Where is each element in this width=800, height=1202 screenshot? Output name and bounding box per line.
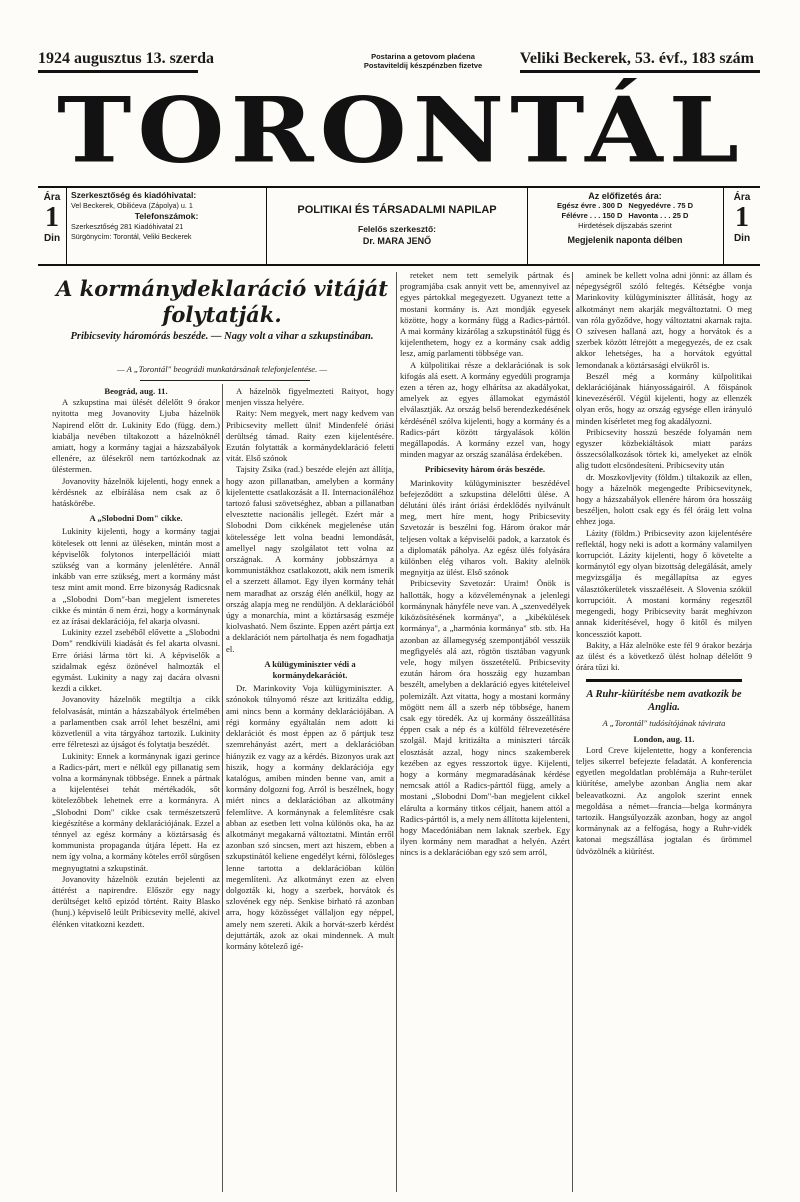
article-separator: [586, 679, 742, 682]
price-left: [38, 188, 67, 264]
paragraph: reteket nem tett semelyik pártnak és programjába csak annyit vett be, amennyivel az egyes pártokkal megegyezett. Ugyanezt tette a mostani kormány is. Azt mondják egyesek közötte, hogy a kormány függ a Radics-párttól. A mai kormány kizárólag a szkupstinától függ és kijelenthetem, hogy ez a kormány csak addig lesz, amíg parlamenti többsége van.: [400, 270, 570, 359]
editor-name: Dr. MARA JENŐ: [362, 236, 432, 246]
price-right: [723, 188, 760, 264]
paragraph: Beszél még a kormány külpolitikai deklarációjának hiányosságairól. A főispánok kinevezéséről. Végül kijelenti, hogy az ellenzék olyan erős, hogy az ország egysége ellen irányuló minden kísérletet meg fog akadályozni.: [576, 370, 752, 426]
issue-underline: [520, 70, 760, 73]
info-bar: [38, 186, 760, 266]
office-info: [67, 188, 267, 264]
paper-info: [267, 188, 528, 264]
article-subhead: Pribicsevity háromórás beszéde. — Nagy volt a vihar a szkupstinában.: [70, 331, 374, 342]
headline-rule: [140, 380, 310, 381]
subs-monthly: Havonta . . . 25 D: [628, 211, 689, 220]
paragraph: Pribicsevity Szvetozár: Uraim! Önök is hallották, hogy a közvéleménynak a jelenlegi kormánynak hányféle neve van. A „szenvedélyek kiközösítésének kormánya", a „kibékülések kormánya", a „harmónia kormánya" stb. stb. Ha azonban az államegység szempontjából vesszük megfigyelés alá azt, rögtön tisztában vagyunk vele, hogy milyen összetételű. Pribicsevity ezután három óra hosszáig egy huzamban beszélt, amelyben a deklaráció egyes kitételeivel polemizált. Azt vitatta, hogy a mostani kormány mögött nem áll a szerb nép többsége, hanem csak egy töredék. Az uj kormány összeállítása éppen csak a nép és a külföld félrevezetésére szolgál. Majd kritizálta a miniszteri tárcák elosztását azzal, hogy nincs szakemberek kezében az egyes resszortok ügye. Kijelenti, hogy a kormány megmaradásának kérdése nemcsak attól a Radics-párttól függ, amely a mostani „Slobodni Dom"-ban megjelent cikkel elárulta a kormány titkos céljait, hanem attól a Radics-párttól is, a mely nem állította kijelenteni, hogy Macedóniában nem laknak szerbek. Egy ilyen kormány nem maradhat a helyén. Azért nincs is a deklarációban egy szó sem arról,: [400, 578, 570, 858]
paragraph: Pribicsevity hosszú beszéde folyamán nem egyszer közbekiáltások miatt parázs összecsólalkozások törtek ki, amelyeket az elnök alig tudott elcsöndesíteni. Pribicsevity után: [576, 426, 752, 471]
postal-note-line1: Postarina a getovom plaćena: [371, 52, 475, 61]
price-unit: Din: [43, 233, 61, 244]
paragraph: A házelnök figyelmezteti Raityot, hogy menjen vissza helyére.: [226, 386, 394, 408]
paragraph: Jovanovity házelnök kijelenti, hogy ennek a kérdésnek az elbírálása nem csak az ő hatáskörébe.: [52, 475, 220, 509]
paragraph: A szkupstina mai ülését délelőtt 9 órakor nyitotta meg Jovanovity Ljuba házelnök Napirend előtt dr. Lukinity Edo (függ. dem.) kiabálja nevében tiltakozott a házelnöknél amiatt, hogy a kormány tagjai a házszabályok ellenére, az ülésekről nem tartózkodnak az üléstermen.: [52, 397, 220, 475]
appears-note: Megjelenik naponta délben: [567, 235, 683, 245]
price-label-right: Ára: [733, 192, 751, 203]
masthead-title: TORONTÁL: [57, 76, 745, 184]
date-underline: [38, 70, 198, 73]
paragraph: Jovanovity házelnök megtiltja a cikk felolvasását, mintán a házszabályok értelmében a parlamentben csak arról lehet beszélni, ami közvetlenül a vita tárgyához tartozik. Lukinity erre félreteszi az újságot és folytatja beszédét.: [52, 694, 220, 750]
subs-yearly: Egész évre . 300 D: [556, 201, 623, 210]
dateline: Beográd, aug. 11.: [104, 386, 168, 396]
postal-note: [323, 52, 523, 70]
column-1: [52, 386, 220, 1192]
column-3: [400, 270, 570, 1190]
price-value-right: 1: [735, 202, 749, 233]
column-divider: [572, 272, 573, 1192]
paper-type: POLITIKAI ÉS TÁRSADALMI NAPILAP: [297, 204, 497, 216]
price-label: Ára: [43, 192, 61, 203]
office-title: Szerkesztőség és kiadóhivatal:: [71, 190, 197, 200]
column-2: [226, 386, 394, 1192]
paragraph: aminek be kellett volna adni jönni: az állam és népegységről szóló feltegés. Kétségbe vonja Marinkovity külügyminiszter állítását, hogy az alkotmányt nem akarják megváltoztatni. O meg van róla győződve, hogy változtatni akarnak rajta. O szívesen hallaná azt, hogy a horvátok és a szerbek között létrejött a megegyezés, de ez csak akkor lehetséges, ha a horvátok egyúttal lemondanak a köztársasági elvükről is.: [576, 270, 752, 370]
paragraph: Tajsity Zsika (rad.) beszéde elején azt állítja, hogy azon pillanatban, amelyben a kormány kijelentette csatlakozását a II. Internacionáléhoz tartozó falusi szövetséghez, abban a pillanatban elvesztette nacionális jellegét. Ezért már a Slobodni Dom cikkének megjelenése után kötelessége lett volna beadni lemondását, amellyel nagy szolgálatot tett volna az országnak. A kormány jobbszárnya a kommunistákhoz csatlakozott, akik nem ismerik el a szerzett államot. Egy ilyen kormány tehát nem maradhat az ország élén anélkül, hogy az ország alapja meg ne rendüljön. A deklarációból úgy a monarchia, mint a köztársaság eszméje kiolvasható. Nem őszinte. Eppen azért pártja ezt a deklarációt nem pártolhatja és nem fogadhatja el.: [226, 464, 394, 654]
office-address: Vel Beckerek, Obilićeva (Zápolya) u. 1: [71, 201, 193, 210]
phone-title: Telefonszámok:: [134, 211, 199, 221]
ads-note: Hirdetések díjszabás szerint: [578, 221, 672, 230]
subs-quarterly: Negyedévre . 75 D: [628, 201, 694, 210]
paragraph: Jovanovity házelnök ezután bejelenti az áttérést a napirendre. Először egy nagy derültséget keltő epizód történt. Raity Blasko (hunj.) képviselő leült Pribicsevity mellé, akivel élénken vitatkozni kezdett.: [52, 873, 220, 929]
section-heading: Pribicsevity három órás beszéde.: [424, 464, 546, 475]
postal-note-line2: Postaviteldij készpénzben fizetve: [363, 61, 483, 70]
editor-label: Felelős szerkesztő:: [358, 224, 436, 234]
issue-date: 1924 augusztus 13. szerda: [38, 50, 215, 67]
subs-title: Az előfizetés ára:: [588, 191, 662, 201]
subscription-info: [527, 188, 723, 267]
column-divider: [396, 272, 397, 1192]
paragraph: Lukinity kijelenti, hogy a kormány tagjai kötelesek ott lenni az üléseken, mintán most a képviselők folytonos interpellációi miatt szükség van a kormány jelenlétére. Annál inkább van erre szükség, mert a kormány mást tesz mint amit mond. Erre bizonyság Radicsnak a „Slobodni Dom"-ban megjelent ismeretes cikke és mintán ő nem érzi, hogy a kormánynak ez az írásai deklarációja, fel akarja olvasni.: [52, 526, 220, 627]
article2-credit: A „Torontál" tudósítójának távirata: [602, 718, 726, 729]
paragraph: Dr. Marinkovity Voja külügyminiszter. A szónokok túlnyomó része azt kritizálta eddig, ami nincs benn a kormány deklarációjában. A régi kormány egyáltalán nem adott ki deklarációt és most éppen az ő pártjuk tesz szemrehányást azért, mert a deklarációban hiányzik ez vagy az a kérdés. Bizonyos urak azt hiszik, hogy a kormány deklarációja egy katalógus, amiben minden benne van, amit a kormány dolgozni fog. Arról is beszélnek, hogy miért nincs a deklarációban az alkotmány felemlítve. A kormánynak a felemlítésre csak abban az esetben lett volna különös oka, ha az alkotmányt megakarná változtatni. Mintán erről azonban szó sincsen, mert azt hiszem, ebben a szkupstinától keliene engedélyt kérni, fölösleges lenne tartotta a deklarációban külön megemlíteni. Az alkotmányt ezen az elven dolgozták ki, hogy a szerbek, horvátok és szlovének egy nép. Senkise birható rá azonban arra, hogy közösséget vállaljon egy néppel, amely nem szereti. Akik a horvát-szerb kérdést dejuttárták, azok az okai mindennek. A mult kormány kötelező igé-: [226, 683, 394, 951]
article-headline: A kormánydeklaráció vitáját folytatják.: [56, 276, 388, 327]
paragraph: Lukinity ezzel zsebéből elővette a „Slobodni Dom" rendkívüli kiadását és fel akarta olvasni. Erre óriási lárma tört ki. A képviselők a szidalmak egész özönével halmozták el egymást. Lukinity a nagy zaj dacára olvasni kezdi a cikket.: [52, 627, 220, 694]
subs-halfyear: Félévre . . . 150 D: [561, 211, 623, 220]
section-heading: A „Slobodni Dom" cikke.: [89, 513, 183, 524]
phone-line: Szerkesztőség 281 Kiadóhivatal 21: [71, 222, 184, 231]
issue-number: Veliki Beckerek, 53. évf., 183 szám: [519, 50, 754, 67]
paragraph: Lázity (földm.) Pribicsevity azon kijelentésére reflektál, hogy neki is adott a kormány valamilyen korrupciót. Lázity kijelenti, hogy ő követelte a kormánytól egy olyan bizottság delegálását, amely megvizsgálja és megállapítsa az egyes választókerületek visszaéléseit. A Slovenia szókül korrupcióit. A mostani kormány regesztől megengedi, hogy Pribicsevity barát meghívzon annak kiderítésével, hogy ő kitől és milyen koncessziót kapott.: [576, 527, 752, 639]
paragraph: Marinkovity külügyminiszter beszédével befejeződött a szkupstina délelőtti ülése. A délutáni ülés iránt óriási érdeklődés nyilvánult meg, mert híre ment, hogy Pribicsevity Szvetozár is beszélni fog. Három órakor már teljesen voltak a képviselői padok, a karzatok és a diplomaták páholya. Az egész ülés folyására különben elég viharos volt. Bakity alelnök megnyitja az ülést. Első szónok: [400, 477, 570, 578]
dateline: London, aug. 11.: [633, 733, 695, 744]
article2-headline: A Ruhr-kiürítésbe nem avatkozik be Anglia.: [586, 689, 742, 714]
column-4: [576, 270, 752, 1190]
telegram-address: Sürgönycím: Torontál, Veliki Beckerek: [71, 232, 192, 241]
column-divider: [222, 384, 223, 1192]
price-unit-right: Din: [733, 233, 751, 244]
paragraph: A külpolitikai része a deklarációnak is sok kifogás alá esett. A kormány egyedüli programja ezen a téren az, hogy elhárítsa az akadályokat, amelyek az egyes államokat egymástól elválasztják. Az ország belső berendezkedésének kérdésénél szólva kijelenti, hogy a kormány és a Radics-párt között tárgyalások kölön megállapodás. A kormány ezzel van, hogy minden magyar az ország szanálása érdekében.: [400, 359, 570, 460]
section-heading: A külügyminiszter védi a kormánydekarációt.: [264, 658, 356, 681]
paragraph: Lukinity: Ennek a kormánynak igazi gerince a Radics-párt, mert e nélkül egy pillanatig sem volna a kormánynak többsége. Ennek a pártnak a kijelentései tehát mértékadók, sőt kötelezőbbek lehetnek erre a kormányra. A „Slobodni Dom" cikke csak természetszerű kiegészítése a kormány deklarációjának. Ezzel a ténnyel az egész kormány a köztársaság és kommunista propaganda útjára lépett. Ha ez nem így volna, a kormány köteles erről sürgősen megnyugtatni a szkupstinát.: [52, 750, 220, 873]
paragraph: Lord Creve kijelentette, hogy a konferencia teljes sikerrel befejezte feladatát. A konferencia egyetlen megoldatlan problémája a Ruhr-terület kiürítése, amelybe azonban Anglia nem akar beleavatkozni. Az angolok szerint ennek megoldása a német—francia—belga kormányra tartozik. Hangsúlyozzák azonban, hogy az angol kormánynak az a felfogása, hogy a Ruhr-vidék katonai megszállása jogtalan és ürömmel üdvözölnék a kiürítést.: [576, 744, 752, 856]
top-line: [38, 50, 762, 72]
article-credit: — A „Torontál" beográdi munkatársának telefonjelentése. —: [116, 364, 328, 374]
price-value: 1: [45, 202, 59, 233]
paragraph: Raity: Nem megyek, mert nagy kedvem van Pribicsevity mellett ülni! Mindenfelé óriási derültség támad. Raity ezen kijelentésére. Ezután folytatták a kormánydeklaráció feletti vitát. Első szónok: [226, 408, 394, 464]
paragraph: Bakity, a Ház alelnöke este fél 9 órakor bezárja az ülést és a következő ülést holnap délelőtt 9 órára tűzi ki.: [576, 639, 752, 673]
paragraph: dr. Moszkovljevity (földm.) tiltakozik az ellen, hogy a házelnök megengedte Pribicsevitynek, hogy a házszabályok ellenére három óra hosszáig beszéljen, holott csak egy és fél óráig lett volna ehhez joga.: [576, 471, 752, 527]
